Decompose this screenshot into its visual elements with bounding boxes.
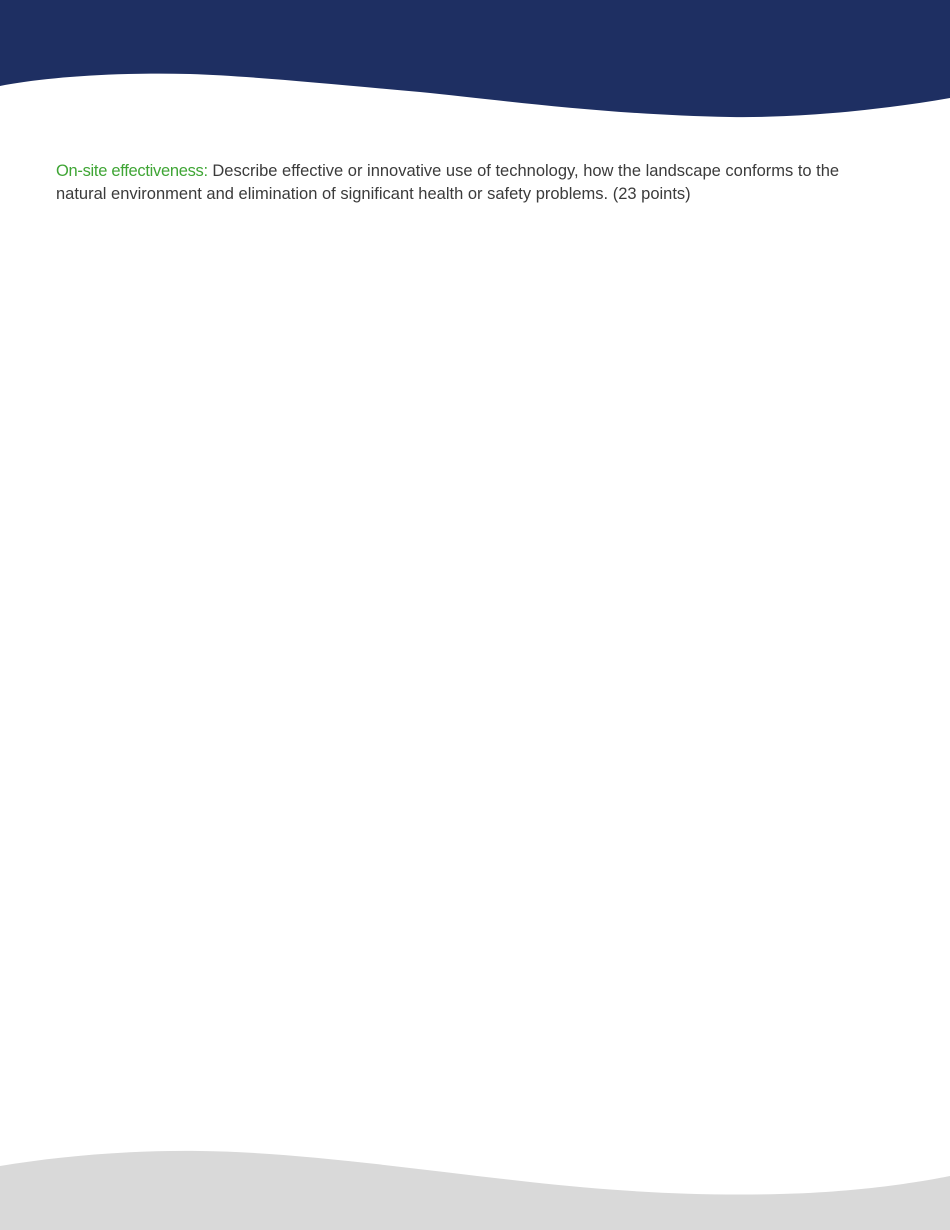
header-wave-banner <box>0 0 950 125</box>
header-wave-shape <box>0 0 950 117</box>
question-label: On-site effectiveness: <box>56 162 208 180</box>
footer-wave-banner <box>0 1150 950 1230</box>
footer-wave-shape <box>0 1151 950 1230</box>
question-prompt <box>56 160 886 206</box>
question-description: Describe effective or innovative use of technology, how the landscape conforms to the natural environment and elimination of significant health or safety problems. (23 points) <box>56 162 840 203</box>
